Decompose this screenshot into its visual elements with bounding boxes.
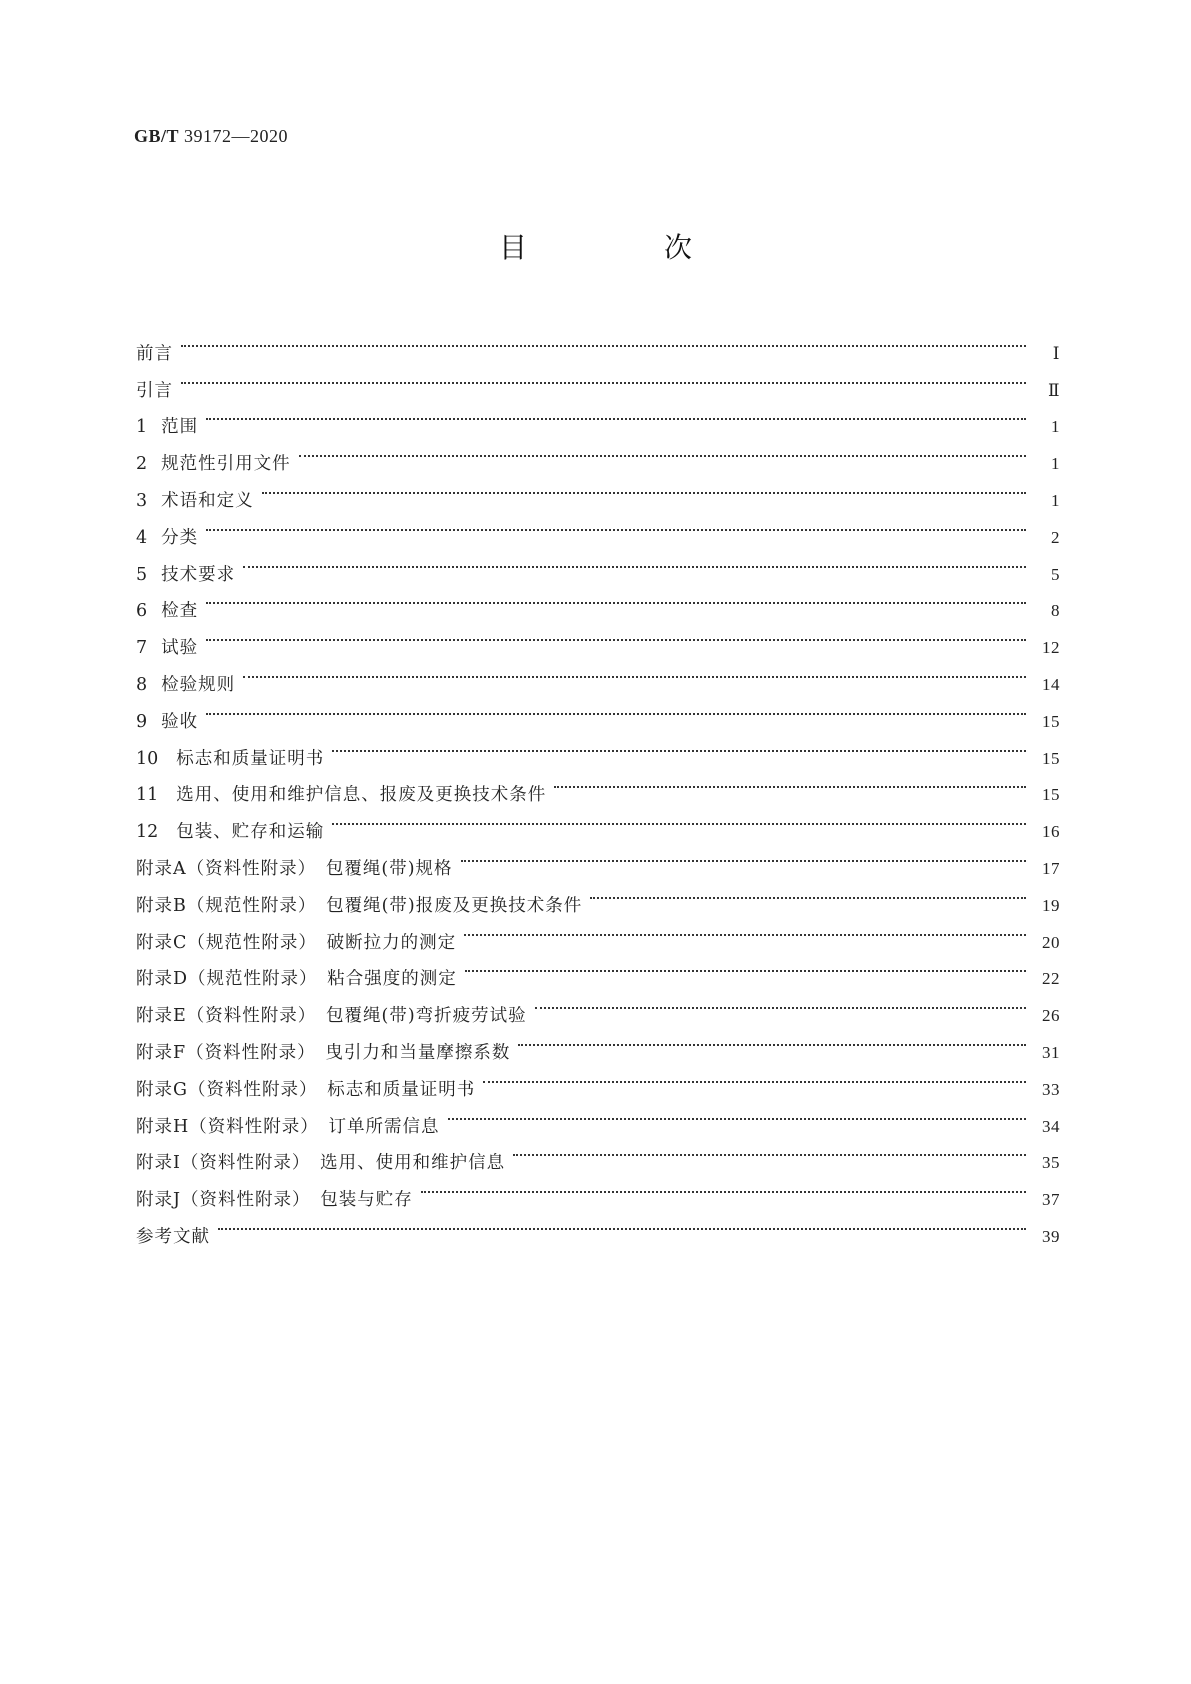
toc-entry-label (136, 1109, 440, 1146)
toc-dot-leader (218, 1205, 1026, 1242)
standard-prefix: GB/T (134, 126, 180, 146)
toc-entry-number: 11 (136, 785, 159, 806)
toc-entry-label (136, 630, 198, 667)
toc-entry-label (136, 1072, 475, 1109)
toc-entry-title: 引言 (136, 380, 173, 401)
toc-entry-page: 35 (1042, 1153, 1060, 1173)
toc-entry-page: Ⅱ (1047, 380, 1060, 400)
standard-number: 39172—2020 (184, 126, 289, 146)
toc-entry-label (136, 1035, 510, 1072)
toc-entry-title: 分类 (161, 527, 199, 548)
page-title: 目 次 (499, 231, 756, 264)
toc-entry-title: 前言 (136, 343, 173, 364)
toc-entry[interactable] (136, 396, 1060, 438)
standard-code (134, 126, 288, 147)
toc-entry-label (136, 925, 456, 962)
toc-entry-title: 术语和定义 (161, 490, 254, 511)
toc-entry-page: 39 (1042, 1226, 1060, 1246)
toc-entry-title: 附录I（资料性附录） 选用、使用和维护信息 (136, 1153, 506, 1174)
toc-dot-leader (483, 1058, 1026, 1095)
toc-dot-leader (465, 948, 1026, 985)
toc-entry-title: 包装、贮存和运输 (176, 822, 325, 843)
toc-entry-title: 附录G（资料性附录） 标志和质量证明书 (136, 1079, 476, 1100)
toc-entry-label (136, 1219, 210, 1256)
toc-entry-page: 1 (1051, 417, 1060, 437)
toc-entry-page: 2 (1051, 527, 1060, 547)
toc-dot-leader (332, 727, 1026, 764)
toc-entry-title: 检验规则 (161, 674, 236, 695)
toc-dot-leader (461, 837, 1026, 874)
toc-entry[interactable] (136, 432, 1060, 475)
toc-entry-title: 规范性引用文件 (161, 454, 291, 475)
toc-entry-title: 检查 (161, 601, 199, 622)
toc-entry[interactable] (136, 506, 1060, 548)
toc-dot-leader (464, 911, 1026, 948)
toc-entry-number: 10 (136, 748, 159, 769)
toc-dot-leader (206, 690, 1026, 727)
toc-entry-title: 试验 (161, 638, 199, 659)
toc-entry-page: Ⅰ (1052, 343, 1060, 363)
toc-entry-title: 附录H（资料性附录） 订单所需信息 (136, 1116, 440, 1137)
toc-entry-page: 31 (1042, 1042, 1060, 1062)
toc-entry[interactable] (136, 616, 1060, 659)
toc-entry-label (136, 851, 453, 888)
toc-entry-number: 12 (136, 822, 159, 843)
toc-entry-title: 选用、使用和维护信息、报废及更换技术条件 (176, 785, 547, 806)
toc-entry-number: 9 (136, 711, 148, 732)
toc-entry-title: 附录D（规范性附录） 粘合强度的测定 (136, 969, 457, 990)
toc-entry-page: 37 (1042, 1190, 1060, 1210)
toc-dot-leader (332, 800, 1026, 837)
toc-entry-page: 20 (1042, 932, 1060, 952)
toc-entry-page: 22 (1042, 969, 1060, 989)
toc-dot-leader (262, 469, 1026, 506)
toc-entry[interactable] (136, 543, 1060, 585)
toc-entry-page: 15 (1042, 748, 1060, 768)
toc-entry-title: 附录J（资料性附录） 包装与贮存 (136, 1190, 413, 1211)
toc-entry-title: 标志和质量证明书 (176, 748, 325, 769)
toc-dot-leader (513, 1132, 1026, 1169)
toc-entry[interactable] (136, 469, 1060, 511)
toc-entry[interactable] (136, 1205, 1060, 1247)
toc-entry[interactable] (136, 322, 1060, 364)
toc-entry-number: 3 (136, 490, 148, 511)
toc-entry-title: 范围 (161, 417, 199, 438)
toc-entry-label (136, 520, 198, 557)
toc-dot-leader (181, 359, 1026, 396)
toc-entry-title: 参考文献 (136, 1226, 210, 1247)
toc-entry-number: 8 (136, 674, 148, 695)
toc-entry-page: 5 (1051, 564, 1060, 584)
toc-entry-title: 附录A（资料性附录） 包覆绳(带)规格 (136, 858, 453, 879)
toc-entry-number: 5 (136, 564, 148, 585)
toc-entry-title: 验收 (161, 711, 199, 732)
toc-dot-leader (243, 653, 1026, 690)
toc-entry[interactable] (136, 727, 1060, 769)
toc-entry-number: 6 (136, 601, 148, 622)
toc-dot-leader (448, 1095, 1026, 1132)
toc-entry-page: 15 (1042, 785, 1060, 805)
toc-entry-title: 附录C（规范性附录） 破断拉力的测定 (136, 932, 457, 953)
toc-entry-page: 1 (1051, 454, 1060, 474)
toc-dot-leader (243, 543, 1026, 580)
toc-entry-page: 8 (1051, 601, 1060, 621)
toc-entry-number: 7 (136, 638, 148, 659)
toc-dot-leader (535, 984, 1026, 1021)
toc-entry[interactable] (136, 359, 1060, 401)
toc-entry-title: 附录B（规范性附录） 包覆绳(带)报废及更换技术条件 (136, 895, 583, 916)
toc-entry-label (136, 409, 198, 446)
toc-entry-title: 技术要求 (161, 564, 236, 585)
toc-dot-leader (206, 506, 1026, 543)
toc-entry-label (136, 998, 527, 1035)
toc-entry-page: 15 (1042, 711, 1060, 731)
toc-dot-leader (206, 396, 1026, 433)
toc-entry-page: 26 (1042, 1006, 1060, 1026)
toc-dot-leader (181, 322, 1026, 359)
toc-entry-page: 19 (1042, 895, 1060, 915)
toc-entry-page: 34 (1042, 1116, 1060, 1136)
toc-dot-leader (421, 1168, 1026, 1205)
toc-entry-label (136, 961, 457, 998)
toc-entry-page: 16 (1042, 822, 1060, 842)
toc-entry-number: 2 (136, 454, 148, 475)
toc-entry[interactable] (136, 653, 1060, 695)
toc-entry-page: 14 (1042, 674, 1060, 694)
toc-entry-page: 12 (1042, 638, 1060, 658)
toc-entry-label (136, 741, 324, 778)
toc-entry[interactable] (136, 580, 1060, 622)
toc-entry[interactable] (136, 690, 1060, 732)
toc-entry-label (136, 814, 324, 851)
toc-dot-leader (518, 1021, 1026, 1058)
toc-dot-leader (206, 580, 1026, 617)
toc-entry-label (136, 593, 198, 630)
toc-entry-number: 4 (136, 527, 148, 548)
toc-dot-leader (299, 432, 1026, 469)
toc-entry-title: 附录F（资料性附录） 曳引力和当量摩擦系数 (136, 1042, 511, 1063)
toc-dot-leader (554, 764, 1026, 801)
toc-entry-page: 1 (1051, 490, 1060, 510)
toc-dot-leader (590, 874, 1026, 911)
toc-entry-label (136, 704, 198, 741)
toc-entry-number: 1 (136, 417, 148, 438)
toc-entry-title: 附录E（资料性附录） 包覆绳(带)弯折疲劳试验 (136, 1006, 527, 1027)
toc-entry-label (136, 336, 173, 373)
toc-dot-leader (206, 616, 1026, 653)
table-of-contents (136, 322, 1060, 1247)
toc-entry-page: 17 (1042, 858, 1060, 878)
toc-entry-label (136, 373, 173, 410)
toc-entry-page: 33 (1042, 1079, 1060, 1099)
